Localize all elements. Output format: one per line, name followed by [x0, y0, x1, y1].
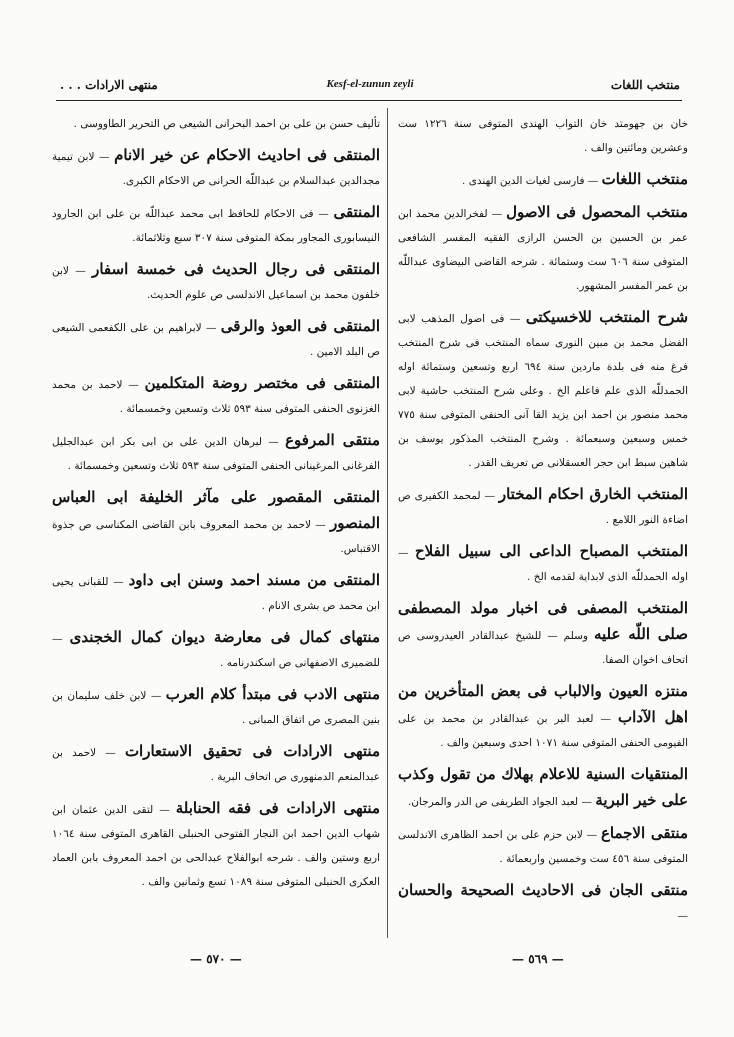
entry [52, 200, 380, 250]
entry-text: خان بن جهومتد خان التواب الهندى المتوفى سنة ١٢٢٦ ست وعشرين ومائتين والف . [398, 118, 688, 154]
entry [398, 482, 688, 532]
entry-text: — لاحمد بن عبدالمنعم الدمنهورى ص اتحاف البرية . [52, 747, 380, 783]
entry-title: المنتقى فى احاديث الاحكام عن خير الانام [114, 146, 380, 164]
entry-title: منتخب المحصول فى الاصول [506, 203, 688, 221]
entry [52, 739, 380, 789]
entry-text: — اوله الحمدللّه الذى لابداية لقدمه الخ . [398, 547, 688, 583]
entry [52, 143, 380, 193]
entry [398, 596, 688, 672]
entry-text: — لابن حزم على بن احمد الظاهرى الاندلسى المتوفى سنة ٤٥٦ ست وخمسين واربعمائة . [398, 829, 688, 865]
entry-title: المنتخب الخارق احكام المختار [498, 485, 688, 503]
entry [52, 428, 380, 478]
entry-title: المنتقى المقصور على مآثر الخليفة ابى العباس المنصور [52, 488, 380, 532]
running-header [60, 74, 680, 98]
entry-text: — لاحمد بن محمد المعروف بابن القاضى المكناسى ص جذوة الاقتباس. [52, 519, 380, 555]
entry [52, 625, 380, 675]
entry-title: منتقى الاجماع [600, 824, 688, 842]
entry-text: تأليف حسن بن على بن احمد البحرانى الشيعى ص التحرير الطاووسى . [73, 118, 380, 130]
entry-text: — فى الاحكام للحافظ ابى محمد عبداللّه بن على ابن الجارود النيسابورى المجاور بمكة المتوفى سنة ٣٠٧ سبع وثلاثمائة. [52, 208, 380, 244]
entry-text: — فارسى لغيات الدين الهندى . [462, 175, 599, 187]
entry [398, 305, 688, 475]
entry-title: المنتقى فى مختصر روضة المتكلمين [144, 374, 380, 392]
left-column [52, 110, 380, 901]
entry-title: المنتقى من مسند احمد وسنن ابى داود [128, 571, 381, 589]
entry-text: — لتقى الدين عثمان ابن شهاب الدين احمد ابن النجار الفتوحى الحنبلى القاهرى المتوفى سنة ١٠٦٤ اربع وستين والف . شرحه ابوالفلاح عبدالحى بن احمد المعروف بابن العماد العكرى الحنبلى المتوفى سنة ١٠٨٩ تسع وثمانين والف . [52, 804, 380, 888]
entry [398, 762, 688, 814]
entry-text: — للقبانى يحيى ابن محمد ص بشرى الانام . [52, 576, 380, 612]
page-number-left: — ٥٧٠ — [190, 952, 242, 966]
entry-title: المنتخب المصباح الداعى الى سبيل الفلاح [414, 542, 688, 560]
entry-title: منتهى الادب فى مبتدأ كلام العرب [165, 685, 380, 703]
entry-title: المنتقى فى رجال الحديث فى خمسة اسفار [92, 260, 381, 278]
entry-title: منتهى الارادات فى فقه الحنابلة [175, 799, 380, 817]
entry-title: شرح المنتخب للاخسيكتى [525, 308, 689, 326]
entry-text: — [677, 910, 688, 922]
entry [52, 568, 380, 618]
entry [398, 167, 688, 193]
entry [52, 485, 380, 561]
entry-text: — لابن خلف سليمان بن بنين المصرى ص اتفاق المبانى . [52, 690, 380, 726]
entry [52, 371, 380, 421]
entry [398, 679, 688, 755]
right-column [398, 110, 688, 935]
entry [52, 314, 380, 364]
entry-title: المنتقى فى العوذ والرقى [220, 317, 380, 335]
entry-text: — لابن خلفون محمد بن اسماعيل الاندلسى ص علوم الحديث. [52, 265, 380, 301]
entry-title: منتخب اللغات [601, 170, 688, 188]
header-center: Kesf-el-zunun zeyli [326, 78, 414, 90]
header-right: منتخب اللغات [610, 78, 680, 92]
header-rule [56, 100, 682, 101]
entry-text: — لابراهيم بن على الكفعمى الشيعى ص البلد الامين . [52, 322, 380, 358]
entry-title: منتهاى كمال فى معارضة ديوان كمال الخجندى [69, 628, 380, 646]
entry-text: — لاحمد بن محمد الغزنوى الحنفى المتوفى سنة ٥٩٣ ثلاث وتسعين وخمسمائة . [52, 379, 380, 415]
entry [52, 682, 380, 732]
entry [398, 110, 688, 160]
entry-text: وسلم — للشيخ عبدالقادر العيدروسى ص اتحاف اخوان الصفا. [398, 630, 688, 666]
entry-text: — لعبد البر بن عبدالقادر بن محمد بن على الفيومى الحنفى المتوفى سنة ١٠٧١ احدى وسبعين والف . [398, 713, 688, 749]
entry-title: المنتخب المصفى فى اخبار مولد المصطفى صلى اللّه عليه [398, 599, 689, 643]
entry-text: — لمحمد الكفيرى ص اضاءة النور اللامع . [398, 490, 688, 526]
entry [52, 110, 380, 136]
header-left: منتهى الارادات . . . [60, 78, 158, 92]
entry-title: المنتقى [333, 203, 380, 221]
entry-text: — لابن تيمية مجدالدين عبدالسلام بن عبداللّه الحرانى ص الاحكام الكبرى. [52, 151, 380, 187]
entry-text: — لفخرالدين محمد ابن عمر بن الحسين بن الحسن الرازى الفقيه المفسر الشافعى المتوفى سنة ٦٠٦ ست وستمائة . شرحه القاضى البيضاوى عبداللّه بن عمر المفسر المشهور. [398, 208, 689, 292]
page-number-right: — ٥٦٩ — [512, 952, 564, 966]
entry-title: المنتقيات السنية للاعلام بهلاك من تقول وكذب على خير البرية [398, 765, 688, 809]
entry-text: — فى اصول المذهب لابى الفضل محمد بن مبين النورى سماه المنتخب فى شرح المنتخب فرغ منه فى بلدة ماردين سنة ٦٩٤ اربع وتسعين وستمائة اوله الحمدللّه الذى علم فاعلم الخ . وعلى شرح المنتخب حاشية لابى محمد منصور بن احمد ابن يزيد القا آنى الحنفى المتوفى سنة ٧٧٥ خمس وسبعين وسبعمائة . وشرح المنتخب المذكور يوسف بن شاهين سبط ابن حجر العسقلانى ص تعريف القدر . [398, 313, 688, 469]
entry-title: منتهى الارادات فى تحقيق الاستعارات [124, 742, 380, 760]
entry-text: — لعبد الجواد الطريفى ص الدر والمرجان. [407, 796, 592, 808]
entry-text: — لبرهان الدين على بن ابى بكر ابن عبدالجليل الفرغانى المرغينانى الحنفى المتوفى سنة ٥٩٣ ثلاث وتسعين وخمسمائة . [52, 436, 380, 472]
entry [52, 796, 380, 894]
entry [398, 878, 688, 928]
entry [398, 200, 688, 298]
entry [398, 539, 688, 589]
column-divider [387, 108, 388, 938]
entry [398, 821, 688, 871]
entry-text: — للضميرى الاصفهانى ص اسكندرنامه . [52, 633, 380, 669]
entry-title: منتقى المرفوع [285, 431, 380, 449]
entry-title: منتزه العيون والالباب فى بعض المتأخرين من اهل الآداب [398, 682, 689, 726]
entry [52, 257, 380, 307]
entry-title: منتقى الجان فى الاحاديث الصحيحة والحسان [398, 881, 688, 899]
